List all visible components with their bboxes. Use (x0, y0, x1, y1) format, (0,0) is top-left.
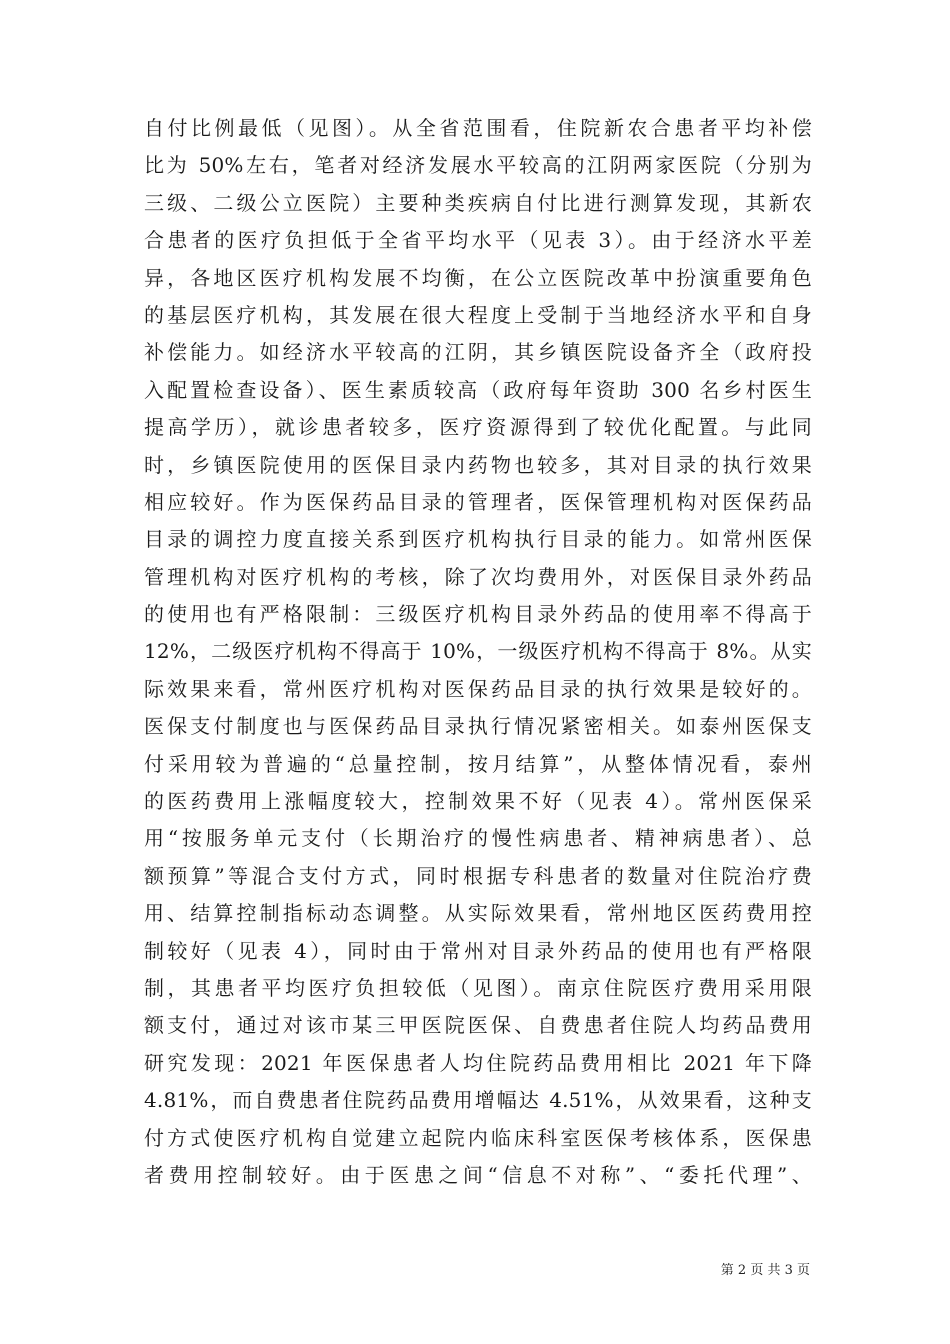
text-line: 比为 50%左右，笔者对经济发展水平较高的江阴两家医院（分别为 (144, 153, 812, 178)
text-line: 际效果来看，常州医疗机构对医保药品目录的执行效果是较好的。 (144, 676, 812, 701)
text-line: 付方式使医疗机构自觉建立起院内临床科室医保考核体系，医保患 (144, 1125, 812, 1150)
text-line: 异，各地区医疗机构发展不均衡，在公立医院改革中扮演重要角色 (144, 265, 812, 290)
text-line: 目录的调控力度直接关系到医疗机构执行目录的能力。如常州医保 (144, 527, 812, 552)
text-line: 额预算”等混合支付方式，同时根据专科患者的数量对住院治疗费 (144, 863, 812, 888)
body-text (144, 110, 812, 1194)
text-line: 12%，二级医疗机构不得高于 10%，一级医疗机构不得高于 8%。从实 (144, 639, 812, 664)
text-line: 合患者的医疗负担低于全省平均水平（见表 3）。由于经济水平差 (144, 228, 812, 253)
text-line: 的基层医疗机构，其发展在很大程度上受制于当地经济水平和自身 (144, 302, 812, 327)
text-line: 用“按服务单元支付（长期治疗的慢性病患者、精神病患者）、总 (144, 826, 812, 851)
text-line: 提高学历），就诊患者较多，医疗资源得到了较优化配置。与此同 (144, 415, 812, 440)
text-line: 自付比例最低（见图）。从全省范围看，住院新农合患者平均补偿 (144, 116, 812, 140)
text-line: 4.81%，而自费患者住院药品费用增幅达 4.51%，从效果看，这种支 (144, 1088, 812, 1113)
text-line: 时，乡镇医院使用的医保目录内药物也较多，其对目录的执行效果 (144, 452, 812, 477)
text-line: 制，其患者平均医疗负担较低（见图）。南京住院医疗费用采用限 (144, 975, 812, 1000)
text-line: 三级、二级公立医院）主要种类疾病自付比进行测算发现，其新农 (144, 190, 812, 215)
text-line: 用、结算控制指标动态调整。从实际效果看，常州地区医药费用控 (144, 901, 812, 926)
text-line: 入配置检查设备）、医生素质较高（政府每年资助 300 名乡村医生 (144, 377, 812, 402)
page-number: 第 2 页 共 3 页 (720, 1263, 810, 1278)
text-line: 相应较好。作为医保药品目录的管理者，医保管理机构对医保药品 (144, 489, 812, 514)
text-line: 的使用也有严格限制：三级医疗机构目录外药品的使用率不得高于 (144, 602, 812, 627)
text-line: 医保支付制度也与医保药品目录执行情况紧密相关。如泰州医保支 (144, 714, 812, 739)
text-line: 付采用较为普遍的“总量控制，按月结算”，从整体情况看，泰州 (144, 751, 812, 776)
text-line: 补偿能力。如经济水平较高的江阴，其乡镇医院设备齐全（政府投 (144, 340, 812, 365)
text-line: 额支付，通过对该市某三甲医院医保、自费患者住院人均药品费用 (144, 1013, 812, 1038)
text-line: 者费用控制较好。由于医患之间“信息不对称”、“委托代理”、 (144, 1162, 812, 1187)
text-line: 研究发现：2021 年医保患者人均住院药品费用相比 2021 年下降 (144, 1050, 812, 1075)
text-line: 制较好（见表 4），同时由于常州对目录外药品的使用也有严格限 (144, 938, 812, 963)
text-line: 管理机构对医疗机构的考核，除了次均费用外，对医保目录外药品 (144, 564, 812, 589)
text-line: 的医药费用上涨幅度较大，控制效果不好（见表 4）。常州医保采 (144, 789, 812, 814)
